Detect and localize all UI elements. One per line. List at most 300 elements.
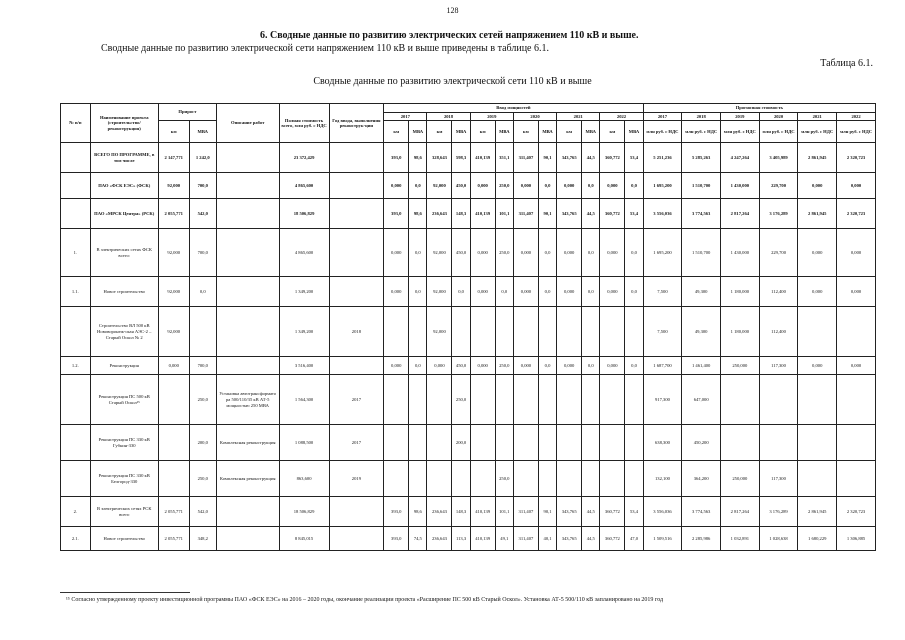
cell-forecast: 1 695,200 bbox=[643, 229, 682, 277]
cell-power-km bbox=[600, 461, 625, 497]
cell-forecast: 647,000 bbox=[682, 375, 721, 425]
cell-power-km: 0,000 bbox=[600, 173, 625, 199]
cell-growth-km bbox=[158, 425, 189, 461]
cell-power-mva bbox=[409, 375, 427, 425]
cell-power-km: 0,000 bbox=[384, 277, 409, 307]
cell-power-km: 0,000 bbox=[557, 277, 582, 307]
cell-forecast: 1 687,700 bbox=[643, 357, 682, 375]
table-row bbox=[61, 173, 876, 199]
cell-power-mva bbox=[409, 307, 427, 357]
cell-forecast: 450,200 bbox=[682, 425, 721, 461]
cell-power-mva bbox=[625, 461, 643, 497]
cell-forecast: 0,000 bbox=[798, 229, 837, 277]
cell-power-mva: 0,0 bbox=[582, 357, 600, 375]
cell-year bbox=[329, 527, 384, 551]
cell-cost: 1 349,200 bbox=[279, 307, 329, 357]
cell-forecast: 7,500 bbox=[643, 307, 682, 357]
cell-num: 1.2. bbox=[61, 357, 91, 375]
cell-power-km: 0,000 bbox=[513, 229, 538, 277]
cell-growth-km: 92,000 bbox=[158, 277, 189, 307]
cell-name: Реконструкция ПС 500 кВ Старый Оскол¹⁵ bbox=[90, 375, 158, 425]
cell-growth-mva: 700,0 bbox=[189, 357, 216, 375]
table-row bbox=[61, 143, 876, 173]
cell-power-km: 92,000 bbox=[427, 277, 452, 307]
cell-power-km: 393,0 bbox=[384, 143, 409, 173]
cell-name: Реконструкция ПС 330 кВ Губкин-330 bbox=[90, 425, 158, 461]
cell-num bbox=[61, 173, 91, 199]
cell-num bbox=[61, 461, 91, 497]
cell-power-km bbox=[384, 461, 409, 497]
cell-power-km bbox=[513, 425, 538, 461]
header-growth-km: км bbox=[158, 121, 189, 143]
cell-growth-km: 92,000 bbox=[158, 307, 189, 357]
cell-name: Реконструкция bbox=[90, 357, 158, 375]
cell-power-km: 92,000 bbox=[427, 307, 452, 357]
cell-power-km bbox=[427, 425, 452, 461]
cell-growth-mva: 542,0 bbox=[189, 199, 216, 229]
header-power-km: км bbox=[384, 121, 409, 143]
cell-forecast: 1 180,000 bbox=[721, 307, 760, 357]
cell-forecast: 3 405,989 bbox=[759, 143, 798, 173]
cell-power-mva: 98,6 bbox=[409, 497, 427, 527]
header-forecast-year: 2018 bbox=[682, 112, 721, 121]
cell-forecast: 1 509,516 bbox=[643, 527, 682, 551]
cell-year bbox=[329, 357, 384, 375]
cell-forecast: 2 861,945 bbox=[798, 143, 837, 173]
cell-forecast: 5 285,263 bbox=[682, 143, 721, 173]
cell-cost: 4 865,600 bbox=[279, 229, 329, 277]
cell-power-km: 410,139 bbox=[470, 527, 495, 551]
cell-power-km: 311,407 bbox=[513, 497, 538, 527]
cell-power-mva: 0,0 bbox=[538, 277, 556, 307]
cell-power-km bbox=[427, 375, 452, 425]
header-forecast-unit: млн руб. с НДС bbox=[759, 121, 798, 143]
cell-power-km bbox=[470, 461, 495, 497]
header-forecast-year: 2020 bbox=[759, 112, 798, 121]
cell-forecast: 1 510,700 bbox=[682, 229, 721, 277]
cell-power-mva: 351,1 bbox=[495, 143, 513, 173]
cell-power-mva: 0,0 bbox=[409, 173, 427, 199]
header-forecast-year: 2022 bbox=[837, 112, 876, 121]
header-power-mva: МВА bbox=[452, 121, 470, 143]
cell-power-mva: 0,0 bbox=[625, 229, 643, 277]
cell-forecast: 0,000 bbox=[798, 173, 837, 199]
cell-power-km bbox=[557, 425, 582, 461]
cell-power-mva: 53,4 bbox=[625, 143, 643, 173]
cell-power-km: 92,000 bbox=[427, 229, 452, 277]
header-power-year: 2018 bbox=[427, 112, 470, 121]
cell-power-km bbox=[470, 425, 495, 461]
cell-cost: 1 564,300 bbox=[279, 375, 329, 425]
header-power-year: 2019 bbox=[470, 112, 513, 121]
cell-forecast: 1 510,700 bbox=[682, 173, 721, 199]
cell-power-mva: 0,0 bbox=[582, 229, 600, 277]
cell-forecast: 229,700 bbox=[759, 173, 798, 199]
cell-growth-km bbox=[158, 461, 189, 497]
cell-power-mva: 49,1 bbox=[495, 527, 513, 551]
cell-forecast: 3 176,289 bbox=[759, 497, 798, 527]
cell-cost: 1 088,500 bbox=[279, 425, 329, 461]
cell-power-mva bbox=[409, 425, 427, 461]
cell-power-km: 360,772 bbox=[600, 143, 625, 173]
cell-power-km: 0,000 bbox=[513, 277, 538, 307]
footnote: ¹⁵ Согласно утвержденному проекту инвестиционной программы ПАО «ФСК ЕЭС» на 2016 – 2020 годы, окончание реализации проекта «Расширение ПС 500 кВ Старый Оскол». Установка АТ-5 500/110 кВ запланировано на 2019 год bbox=[66, 597, 664, 603]
cell-power-km bbox=[470, 375, 495, 425]
table-row bbox=[61, 307, 876, 357]
cell-power-km: 236,643 bbox=[427, 527, 452, 551]
cell-forecast bbox=[837, 375, 876, 425]
cell-year: 2017 bbox=[329, 425, 384, 461]
cell-power-mva: 450,0 bbox=[452, 229, 470, 277]
cell-power-mva: 40,1 bbox=[538, 527, 556, 551]
cell-growth-mva: 700,0 bbox=[189, 173, 216, 199]
cell-num bbox=[61, 307, 91, 357]
cell-forecast: 0,000 bbox=[837, 173, 876, 199]
cell-forecast: 638,300 bbox=[643, 425, 682, 461]
cell-power-mva: 47,0 bbox=[625, 527, 643, 551]
cell-power-km: 0,000 bbox=[470, 173, 495, 199]
cell-power-mva: 98,6 bbox=[409, 143, 427, 173]
cell-forecast bbox=[759, 375, 798, 425]
cell-growth-km: 92,000 bbox=[158, 173, 189, 199]
cell-power-mva: 101,1 bbox=[495, 497, 513, 527]
header-num: № п/п bbox=[61, 104, 91, 143]
cell-forecast bbox=[721, 375, 760, 425]
cell-forecast: 112,400 bbox=[759, 307, 798, 357]
cell-desc bbox=[216, 229, 279, 277]
cell-name: ВСЕГО ПО ПРОГРАММЕ, в том числе bbox=[90, 143, 158, 173]
cell-name: Новое строительство bbox=[90, 527, 158, 551]
cell-power-km: 0,000 bbox=[384, 229, 409, 277]
cell-growth-km bbox=[158, 375, 189, 425]
cell-power-km: 0,000 bbox=[600, 277, 625, 307]
header-power-mva: МВА bbox=[409, 121, 427, 143]
cell-year bbox=[329, 199, 384, 229]
cell-power-km bbox=[557, 375, 582, 425]
cell-num: 1.1. bbox=[61, 277, 91, 307]
cell-cost: 8 845,015 bbox=[279, 527, 329, 551]
cell-power-mva: 148,3 bbox=[452, 199, 470, 229]
cell-forecast: 0,000 bbox=[798, 277, 837, 307]
header-forecast-unit: млн руб. с НДС bbox=[798, 121, 837, 143]
header-forecast-unit: млн руб. с НДС bbox=[721, 121, 760, 143]
cell-power-km: 236,643 bbox=[427, 199, 452, 229]
cell-name: ПАО «МРСК Центра» (РСК) bbox=[90, 199, 158, 229]
cell-power-km: 410,139 bbox=[470, 497, 495, 527]
cell-forecast: 0,000 bbox=[798, 357, 837, 375]
cell-forecast: 1 028,638 bbox=[759, 527, 798, 551]
header-power-km: км bbox=[557, 121, 582, 143]
cell-power-mva: 98,6 bbox=[409, 199, 427, 229]
cell-forecast: 1 180,000 bbox=[721, 277, 760, 307]
cell-power-km: 0,000 bbox=[513, 173, 538, 199]
cell-forecast: 2 861,945 bbox=[798, 497, 837, 527]
header-power-year: 2017 bbox=[384, 112, 427, 121]
cell-forecast: 0,000 bbox=[837, 229, 876, 277]
cell-power-mva: 0,0 bbox=[625, 173, 643, 199]
cell-desc bbox=[216, 527, 279, 551]
cell-power-km: 0,000 bbox=[513, 357, 538, 375]
cell-power-mva: 450,0 bbox=[452, 357, 470, 375]
cell-year bbox=[329, 229, 384, 277]
cell-power-mva: 250,0 bbox=[495, 229, 513, 277]
cell-power-mva bbox=[582, 461, 600, 497]
cell-growth-km: 2 055,771 bbox=[158, 527, 189, 551]
cell-power-km: 393,0 bbox=[384, 497, 409, 527]
header-desc: Описание работ bbox=[216, 104, 279, 143]
cell-power-mva bbox=[625, 425, 643, 461]
cell-power-km: 0,000 bbox=[384, 173, 409, 199]
header-power-km: км bbox=[427, 121, 452, 143]
cell-desc: Комплексная реконструкция bbox=[216, 425, 279, 461]
cell-desc bbox=[216, 173, 279, 199]
cell-power-mva: 53,4 bbox=[625, 497, 643, 527]
cell-power-km bbox=[384, 375, 409, 425]
cell-growth-km: 2 147,771 bbox=[158, 143, 189, 173]
header-power-mva: МВА bbox=[538, 121, 556, 143]
cell-forecast: 117,300 bbox=[759, 461, 798, 497]
cell-desc bbox=[216, 277, 279, 307]
header-power-year: 2020 bbox=[513, 112, 556, 121]
cell-forecast: 3 774,563 bbox=[682, 199, 721, 229]
cell-power-km bbox=[557, 461, 582, 497]
cell-power-mva: 0,0 bbox=[452, 277, 470, 307]
cell-forecast bbox=[837, 307, 876, 357]
cell-forecast: 1 430,000 bbox=[721, 229, 760, 277]
cell-forecast: 3 556,036 bbox=[643, 497, 682, 527]
intro-paragraph: Сводные данные по развитию электрической сети напряжением 110 кВ и выше приведены в таблице 6.1. bbox=[101, 43, 549, 54]
header-growth-mva: МВА bbox=[189, 121, 216, 143]
cell-power-km bbox=[600, 375, 625, 425]
cell-forecast: 2 861,945 bbox=[798, 199, 837, 229]
cell-power-mva bbox=[582, 375, 600, 425]
table-row bbox=[61, 199, 876, 229]
cell-cost: 18 506,829 bbox=[279, 497, 329, 527]
cell-power-mva: 90,1 bbox=[538, 143, 556, 173]
cell-power-km bbox=[513, 307, 538, 357]
cell-desc bbox=[216, 307, 279, 357]
cell-year: 2019 bbox=[329, 461, 384, 497]
cell-power-mva: 44,5 bbox=[582, 497, 600, 527]
cell-forecast: 132,100 bbox=[643, 461, 682, 497]
cell-growth-mva: 1 242,0 bbox=[189, 143, 216, 173]
cell-power-mva: 53,4 bbox=[625, 199, 643, 229]
cell-power-km: 343,765 bbox=[557, 143, 582, 173]
header-name: Наименование проекта (строительство/ реконструкция) bbox=[90, 104, 158, 143]
cell-growth-mva: 0,0 bbox=[189, 277, 216, 307]
summary-table bbox=[60, 103, 876, 551]
cell-forecast bbox=[721, 425, 760, 461]
cell-power-km bbox=[427, 461, 452, 497]
cell-forecast bbox=[798, 461, 837, 497]
cell-forecast: 250,000 bbox=[721, 461, 760, 497]
cell-forecast: 2 817,264 bbox=[721, 497, 760, 527]
cell-forecast: 1 461,400 bbox=[682, 357, 721, 375]
cell-desc: Установка автотрансформато ра 500/110/35 кВ АТ-5 мощностью 250 МВА bbox=[216, 375, 279, 425]
cell-power-mva: 0,0 bbox=[625, 357, 643, 375]
cell-cost: 1 349,200 bbox=[279, 277, 329, 307]
cell-power-mva bbox=[625, 375, 643, 425]
cell-power-mva: 74,5 bbox=[409, 527, 427, 551]
cell-desc bbox=[216, 357, 279, 375]
table-row bbox=[61, 277, 876, 307]
cell-growth-mva: 700,0 bbox=[189, 229, 216, 277]
cell-forecast: 364,200 bbox=[682, 461, 721, 497]
cell-power-mva: 200,0 bbox=[452, 425, 470, 461]
cell-forecast: 2 285,986 bbox=[682, 527, 721, 551]
cell-power-mva: 44,5 bbox=[582, 199, 600, 229]
cell-power-km bbox=[384, 425, 409, 461]
cell-power-mva: 250,0 bbox=[495, 173, 513, 199]
cell-cost: 863,600 bbox=[279, 461, 329, 497]
cell-power-mva: 90,1 bbox=[538, 199, 556, 229]
cell-power-mva: 113,3 bbox=[452, 527, 470, 551]
cell-name: ПАО «ФСК ЕЭС» (ФСК) bbox=[90, 173, 158, 199]
cell-forecast bbox=[837, 425, 876, 461]
header-forecast-year: 2021 bbox=[798, 112, 837, 121]
cell-growth-km: 0,000 bbox=[158, 357, 189, 375]
cell-forecast: 3 774,563 bbox=[682, 497, 721, 527]
cell-power-km: 311,407 bbox=[513, 143, 538, 173]
cell-growth-mva bbox=[189, 307, 216, 357]
cell-year bbox=[329, 277, 384, 307]
cell-power-mva bbox=[538, 307, 556, 357]
cell-forecast: 1 032,891 bbox=[721, 527, 760, 551]
cell-forecast: 2 320,723 bbox=[837, 143, 876, 173]
cell-power-km: 343,765 bbox=[557, 199, 582, 229]
cell-power-km bbox=[513, 375, 538, 425]
header-forecast-unit: млн руб. с НДС bbox=[643, 121, 682, 143]
cell-cost: 23 372,429 bbox=[279, 143, 329, 173]
cell-power-mva: 0,0 bbox=[582, 277, 600, 307]
cell-power-mva: 90,1 bbox=[538, 497, 556, 527]
cell-power-mva: 250,0 bbox=[495, 357, 513, 375]
cell-power-km: 410,139 bbox=[470, 199, 495, 229]
cell-desc bbox=[216, 143, 279, 173]
cell-year bbox=[329, 497, 384, 527]
cell-year: 2017 bbox=[329, 375, 384, 425]
header-forecast-year: 2019 bbox=[721, 112, 760, 121]
table-row bbox=[61, 527, 876, 551]
cell-power-mva: 0,0 bbox=[409, 229, 427, 277]
cell-forecast: 0,000 bbox=[837, 277, 876, 307]
cell-forecast bbox=[759, 425, 798, 461]
cell-forecast: 4 247,264 bbox=[721, 143, 760, 173]
table-row bbox=[61, 461, 876, 497]
cell-power-km: 0,000 bbox=[600, 357, 625, 375]
cell-forecast: 2 320,723 bbox=[837, 497, 876, 527]
cell-forecast bbox=[798, 307, 837, 357]
cell-power-km bbox=[600, 425, 625, 461]
cell-power-km bbox=[384, 307, 409, 357]
cell-power-km: 360,772 bbox=[600, 497, 625, 527]
cell-growth-mva: 250,0 bbox=[189, 375, 216, 425]
cell-num: 1. bbox=[61, 229, 91, 277]
cell-power-km: 311,407 bbox=[513, 527, 538, 551]
cell-power-km: 360,772 bbox=[600, 199, 625, 229]
cell-growth-km: 2 055,771 bbox=[158, 199, 189, 229]
header-forecast-year: 2017 bbox=[643, 112, 682, 121]
cell-forecast: 229,700 bbox=[759, 229, 798, 277]
header-power-mva: МВА bbox=[582, 121, 600, 143]
table-row bbox=[61, 425, 876, 461]
cell-forecast: 5 251,236 bbox=[643, 143, 682, 173]
table-row bbox=[61, 357, 876, 375]
cell-power-mva bbox=[538, 425, 556, 461]
cell-power-km: 0,000 bbox=[427, 357, 452, 375]
cell-power-mva: 148,3 bbox=[452, 497, 470, 527]
cell-year: 2018 bbox=[329, 307, 384, 357]
cell-power-km: 0,000 bbox=[557, 229, 582, 277]
cell-power-mva bbox=[409, 461, 427, 497]
cell-power-mva bbox=[495, 307, 513, 357]
header-forecast: Прогнозная стоимость bbox=[643, 104, 875, 113]
cell-power-mva: 44,5 bbox=[582, 143, 600, 173]
cell-name: Строительство ВЛ 500 кВ Нововоронеж-ская АЭС-2 – Старый Оскол № 2 bbox=[90, 307, 158, 357]
cell-power-mva: 44,5 bbox=[582, 527, 600, 551]
table-caption: Сводные данные по развитию электрической сети 110 кВ и выше bbox=[313, 76, 592, 87]
cell-num bbox=[61, 199, 91, 229]
cell-power-km: 236,643 bbox=[427, 497, 452, 527]
cell-forecast: 2 817,264 bbox=[721, 199, 760, 229]
cell-year bbox=[329, 173, 384, 199]
cell-forecast: 1 430,000 bbox=[721, 173, 760, 199]
cell-forecast: 3 556,036 bbox=[643, 199, 682, 229]
table-number: Таблица 6.1. bbox=[820, 58, 873, 69]
cell-power-mva bbox=[582, 307, 600, 357]
cell-growth-mva: 200,0 bbox=[189, 425, 216, 461]
cell-power-mva: 0,0 bbox=[495, 277, 513, 307]
cell-forecast: 917,300 bbox=[643, 375, 682, 425]
cell-forecast: 49,300 bbox=[682, 277, 721, 307]
cell-power-mva bbox=[538, 375, 556, 425]
cell-forecast: 7,500 bbox=[643, 277, 682, 307]
cell-power-mva: 0,0 bbox=[409, 357, 427, 375]
cell-name: Реконструкция ПС 330 кВ Белгород-330 bbox=[90, 461, 158, 497]
cell-power-km: 393,0 bbox=[384, 527, 409, 551]
cell-power-mva bbox=[625, 307, 643, 357]
cell-forecast: 0,000 bbox=[837, 357, 876, 375]
cell-power-km bbox=[600, 307, 625, 357]
cell-cost: 4 865,600 bbox=[279, 173, 329, 199]
header-power-year: 2021 bbox=[557, 112, 600, 121]
cell-power-km: 343,765 bbox=[557, 497, 582, 527]
cell-num bbox=[61, 143, 91, 173]
cell-power-mva: 0,0 bbox=[409, 277, 427, 307]
cell-power-km: 393,0 bbox=[384, 199, 409, 229]
cell-power-km: 0,000 bbox=[470, 229, 495, 277]
cell-desc bbox=[216, 199, 279, 229]
cell-year bbox=[329, 143, 384, 173]
header-growth: Прирост bbox=[158, 104, 216, 121]
header-power-km: км bbox=[513, 121, 538, 143]
cell-forecast: 3 176,289 bbox=[759, 199, 798, 229]
cell-num: 2.1. bbox=[61, 527, 91, 551]
cell-name: В электрических сетях ФСК всего: bbox=[90, 229, 158, 277]
cell-growth-km: 92,000 bbox=[158, 229, 189, 277]
cell-power-km: 328,643 bbox=[427, 143, 452, 173]
cell-power-mva: 0,0 bbox=[582, 173, 600, 199]
cell-forecast bbox=[798, 375, 837, 425]
cell-power-km: 410,139 bbox=[470, 143, 495, 173]
header-power-mva: МВА bbox=[625, 121, 643, 143]
cell-forecast: 1 680,229 bbox=[798, 527, 837, 551]
cell-growth-mva: 348,2 bbox=[189, 527, 216, 551]
cell-power-mva bbox=[495, 375, 513, 425]
cell-power-mva: 450,0 bbox=[452, 173, 470, 199]
cell-power-km: 343,765 bbox=[557, 527, 582, 551]
cell-forecast: 112,400 bbox=[759, 277, 798, 307]
